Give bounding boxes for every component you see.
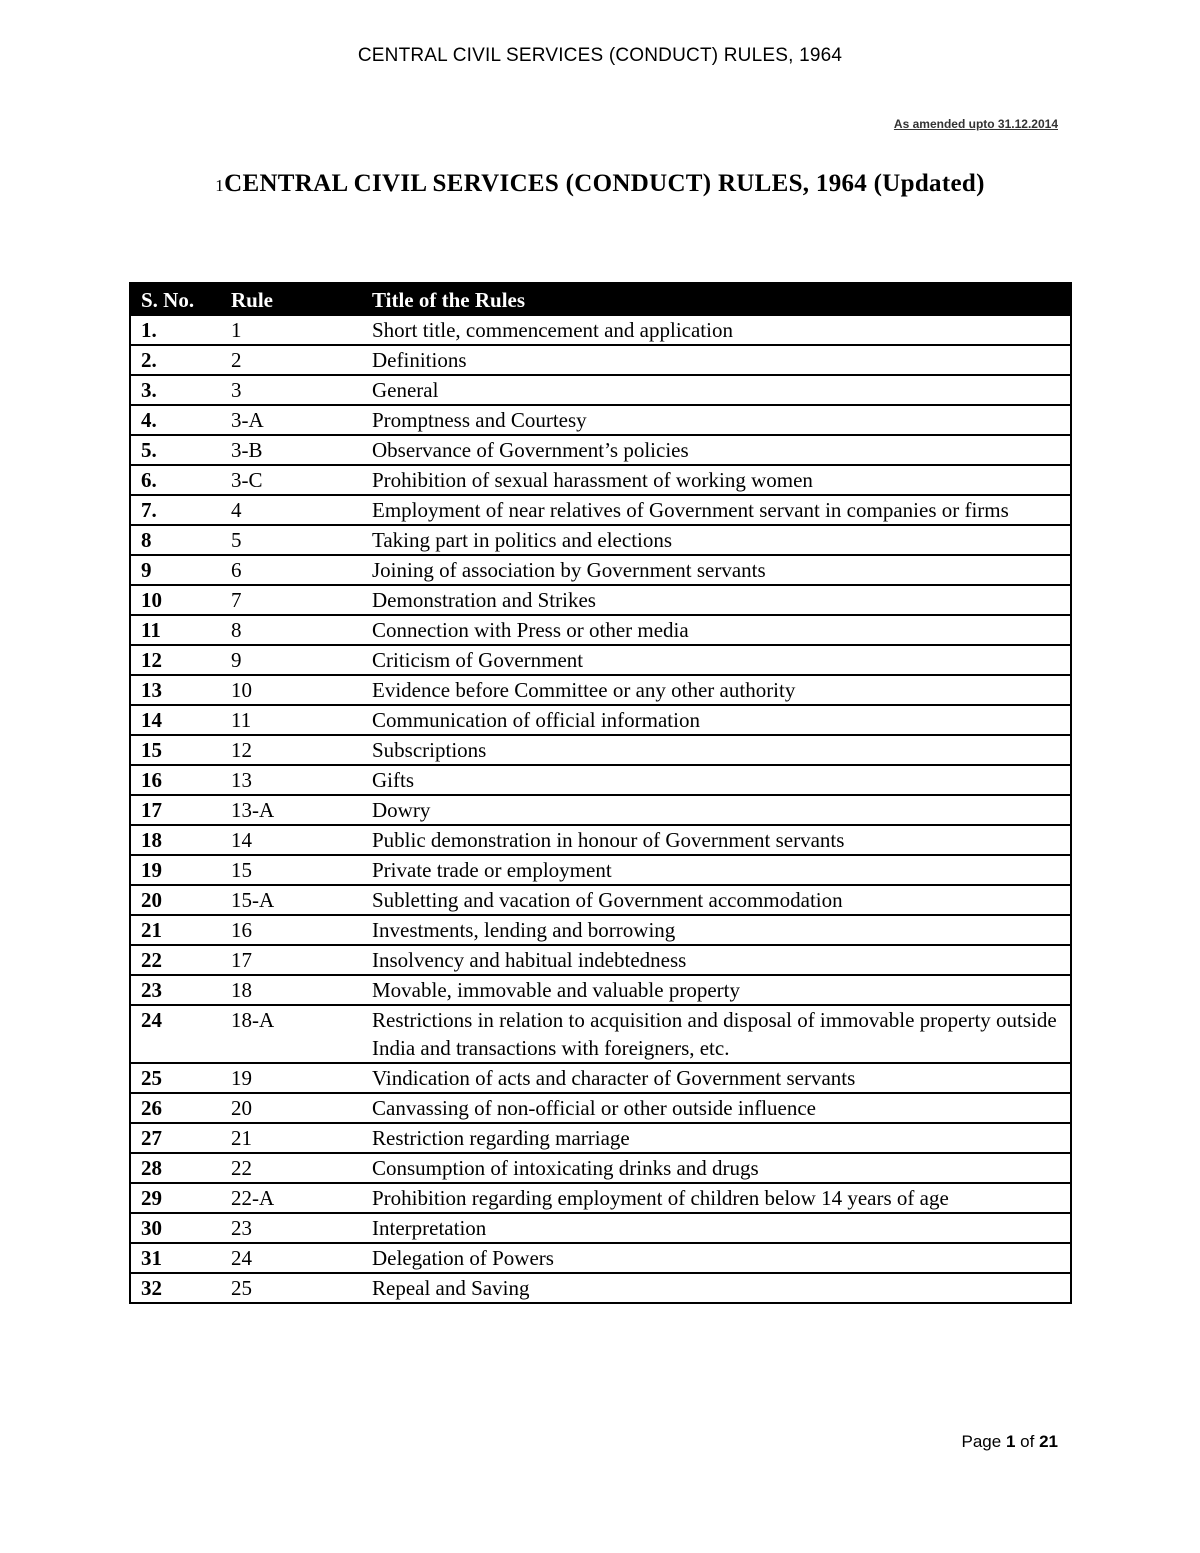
cell-sno: 14 xyxy=(130,705,221,735)
table-row xyxy=(130,945,1071,975)
cell-title: Public demonstration in honour of Government servants xyxy=(362,825,1071,855)
cell-sno: 19 xyxy=(130,855,221,885)
table-row xyxy=(130,765,1071,795)
table-row xyxy=(130,495,1071,525)
cell-rule: 23 xyxy=(221,1213,362,1243)
table-row xyxy=(130,1093,1071,1123)
table-row xyxy=(130,1005,1071,1063)
cell-sno: 30 xyxy=(130,1213,221,1243)
cell-title: Communication of official information xyxy=(362,705,1071,735)
table-row xyxy=(130,465,1071,495)
cell-title: Private trade or employment xyxy=(362,855,1071,885)
cell-rule: 10 xyxy=(221,675,362,705)
cell-title: Vindication of acts and character of Government servants xyxy=(362,1063,1071,1093)
cell-sno: 10 xyxy=(130,585,221,615)
table-row xyxy=(130,825,1071,855)
cell-rule: 3-A xyxy=(221,405,362,435)
table-row xyxy=(130,405,1071,435)
cell-title: Delegation of Powers xyxy=(362,1243,1071,1273)
table-row xyxy=(130,1063,1071,1093)
cell-rule: 11 xyxy=(221,705,362,735)
table-row xyxy=(130,375,1071,405)
cell-sno: 13 xyxy=(130,675,221,705)
cell-title: General xyxy=(362,375,1071,405)
header-sno: S. No. xyxy=(130,283,221,315)
table-row xyxy=(130,675,1071,705)
cell-title: Consumption of intoxicating drinks and drugs xyxy=(362,1153,1071,1183)
table-row xyxy=(130,585,1071,615)
cell-title: Movable, immovable and valuable property xyxy=(362,975,1071,1005)
cell-sno: 15 xyxy=(130,735,221,765)
page-label: Page xyxy=(961,1432,1002,1451)
cell-sno: 5. xyxy=(130,435,221,465)
cell-rule: 9 xyxy=(221,645,362,675)
footnote-mark: 1 xyxy=(215,176,225,195)
table-row xyxy=(130,435,1071,465)
cell-sno: 6. xyxy=(130,465,221,495)
cell-sno: 7. xyxy=(130,495,221,525)
cell-sno: 9 xyxy=(130,555,221,585)
of-label: of xyxy=(1020,1432,1035,1451)
cell-title: Dowry xyxy=(362,795,1071,825)
cell-sno: 26 xyxy=(130,1093,221,1123)
cell-title: Interpretation xyxy=(362,1213,1071,1243)
table-row xyxy=(130,345,1071,375)
cell-title: Gifts xyxy=(362,765,1071,795)
cell-sno: 27 xyxy=(130,1123,221,1153)
cell-rule: 15-A xyxy=(221,885,362,915)
rules-table-body xyxy=(130,315,1071,1303)
table-row xyxy=(130,555,1071,585)
cell-rule: 3-C xyxy=(221,465,362,495)
cell-sno: 21 xyxy=(130,915,221,945)
running-header: CENTRAL CIVIL SERVICES (CONDUCT) RULES, 1964 xyxy=(357,45,843,66)
table-header-row xyxy=(130,283,1071,315)
cell-title: Observance of Government’s policies xyxy=(362,435,1071,465)
cell-rule: 22 xyxy=(221,1153,362,1183)
table-row xyxy=(130,615,1071,645)
cell-sno: 3. xyxy=(130,375,221,405)
cell-rule: 5 xyxy=(221,525,362,555)
cell-sno: 12 xyxy=(130,645,221,675)
cell-sno: 23 xyxy=(130,975,221,1005)
cell-rule: 13 xyxy=(221,765,362,795)
cell-rule: 19 xyxy=(221,1063,362,1093)
cell-rule: 2 xyxy=(221,345,362,375)
table-row xyxy=(130,885,1071,915)
cell-sno: 28 xyxy=(130,1153,221,1183)
cell-sno: 4. xyxy=(130,405,221,435)
cell-title: Taking part in politics and elections xyxy=(362,525,1071,555)
table-row xyxy=(130,855,1071,885)
cell-sno: 18 xyxy=(130,825,221,855)
header-rule: Rule xyxy=(221,283,362,315)
cell-sno: 16 xyxy=(130,765,221,795)
cell-title: Criticism of Government xyxy=(362,645,1071,675)
cell-title: Connection with Press or other media xyxy=(362,615,1071,645)
table-row xyxy=(130,915,1071,945)
table-row xyxy=(130,1273,1071,1303)
cell-title: Canvassing of non-official or other outside influence xyxy=(362,1093,1071,1123)
cell-title: Employment of near relatives of Government servant in companies or firms xyxy=(362,495,1071,525)
amended-note: As amended upto 31.12.2014 xyxy=(893,117,1058,131)
cell-rule: 6 xyxy=(221,555,362,585)
cell-title: Subscriptions xyxy=(362,735,1071,765)
cell-rule: 17 xyxy=(221,945,362,975)
cell-title: Short title, commencement and application xyxy=(362,315,1071,345)
cell-title: Promptness and Courtesy xyxy=(362,405,1071,435)
cell-title: Investments, lending and borrowing xyxy=(362,915,1071,945)
cell-sno: 25 xyxy=(130,1063,221,1093)
rules-table xyxy=(129,282,1072,1304)
cell-sno: 8 xyxy=(130,525,221,555)
table-row xyxy=(130,1153,1071,1183)
cell-sno: 32 xyxy=(130,1273,221,1303)
cell-title: Restrictions in relation to acquisition and disposal of immovable property outside India and transactions with foreigners, etc. xyxy=(362,1005,1071,1063)
table-row xyxy=(130,975,1071,1005)
table-row xyxy=(130,1213,1071,1243)
cell-rule: 8 xyxy=(221,615,362,645)
document-title xyxy=(0,170,1200,198)
total-pages: 21 xyxy=(1039,1432,1058,1451)
cell-sno: 24 xyxy=(130,1005,221,1063)
cell-rule: 24 xyxy=(221,1243,362,1273)
cell-rule: 13-A xyxy=(221,795,362,825)
cell-title: Joining of association by Government servants xyxy=(362,555,1071,585)
cell-sno: 2. xyxy=(130,345,221,375)
page-number: 1 xyxy=(1005,1432,1016,1451)
cell-sno: 31 xyxy=(130,1243,221,1273)
table-row xyxy=(130,735,1071,765)
cell-title: Restriction regarding marriage xyxy=(362,1123,1071,1153)
cell-title: Definitions xyxy=(362,345,1071,375)
cell-rule: 3 xyxy=(221,375,362,405)
cell-title: Prohibition of sexual harassment of working women xyxy=(362,465,1071,495)
cell-sno: 1. xyxy=(130,315,221,345)
cell-title: Subletting and vacation of Government accommodation xyxy=(362,885,1071,915)
cell-rule: 1 xyxy=(221,315,362,345)
cell-rule: 16 xyxy=(221,915,362,945)
cell-rule: 21 xyxy=(221,1123,362,1153)
table-row xyxy=(130,1243,1071,1273)
cell-rule: 14 xyxy=(221,825,362,855)
cell-title: Repeal and Saving xyxy=(362,1273,1071,1303)
table-row xyxy=(130,705,1071,735)
header-title: Title of the Rules xyxy=(362,283,1071,315)
cell-title: Evidence before Committee or any other authority xyxy=(362,675,1071,705)
cell-title: Demonstration and Strikes xyxy=(362,585,1071,615)
cell-rule: 18-A xyxy=(221,1005,362,1063)
cell-rule: 20 xyxy=(221,1093,362,1123)
table-row xyxy=(130,525,1071,555)
cell-sno: 11 xyxy=(130,615,221,645)
cell-rule: 18 xyxy=(221,975,362,1005)
table-row xyxy=(130,1183,1071,1213)
document-title-text: CENTRAL CIVIL SERVICES (CONDUCT) RULES, 1964 (Updated) xyxy=(224,170,985,197)
cell-rule: 22-A xyxy=(221,1183,362,1213)
cell-sno: 29 xyxy=(130,1183,221,1213)
table-row xyxy=(130,645,1071,675)
cell-sno: 17 xyxy=(130,795,221,825)
table-row xyxy=(130,315,1071,345)
page-footer xyxy=(962,1432,1058,1452)
cell-rule: 3-B xyxy=(221,435,362,465)
cell-rule: 7 xyxy=(221,585,362,615)
cell-rule: 25 xyxy=(221,1273,362,1303)
cell-sno: 22 xyxy=(130,945,221,975)
cell-sno: 20 xyxy=(130,885,221,915)
cell-rule: 12 xyxy=(221,735,362,765)
table-row xyxy=(130,795,1071,825)
cell-title: Insolvency and habitual indebtedness xyxy=(362,945,1071,975)
cell-rule: 15 xyxy=(221,855,362,885)
cell-title: Prohibition regarding employment of children below 14 years of age xyxy=(362,1183,1071,1213)
table-row xyxy=(130,1123,1071,1153)
cell-rule: 4 xyxy=(221,495,362,525)
